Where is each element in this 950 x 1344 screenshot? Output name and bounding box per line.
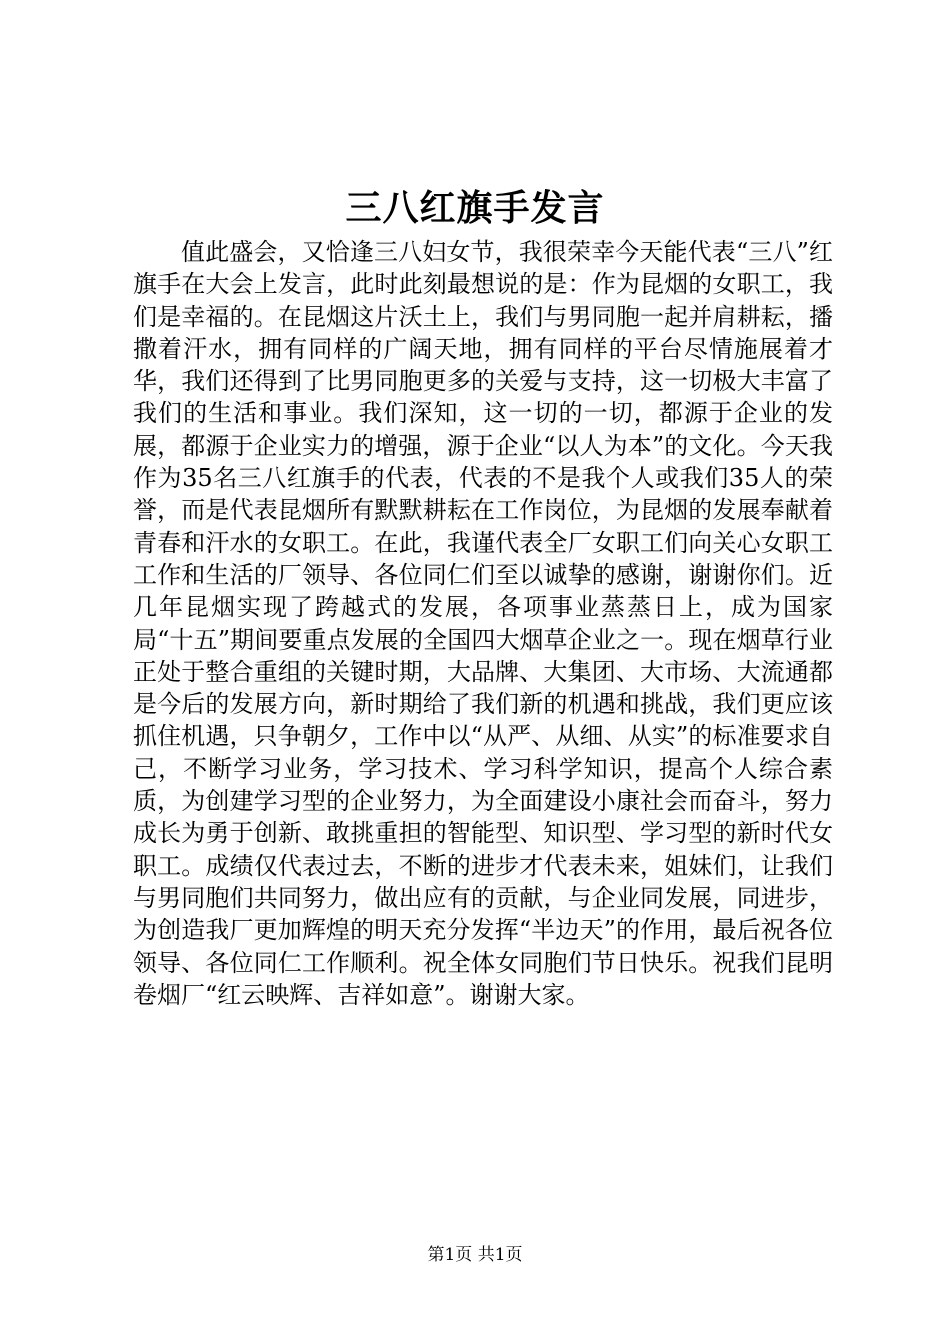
page-footer: 第1页 共1页 [427,1245,523,1265]
speech-body: 值此盛会，又恰逢三八妇女节，我很荣幸今天能代表“三八”红旗手在大会上发言，此时此刻最想说的是：作为昆烟的女职工，我们是幸福的。在昆烟这片沃土上，我们与男同胞一起并肩耕耘，播撒着汗水，拥有同样的广阔天地，拥有同样的平台尽情施展着才华，我们还得到了比男同胞更多的关爱与支持，这一切极大丰富了我们的生活和事业。我们深知，这一切的一切，都源于企业的发展，都源于企业实力的增强，源于企业“以人为本”的文化。今天我作为35名三八红旗手的代表，代表的不是我个人或我们35人的荣誉，而是代表昆烟所有默默耕耘在工作岗位，为昆烟的发展奉献着青春和汗水的女职工。在此，我谨代表全厂女职工们向关心女职工工作和生活的厂领导、各位同仁们至以诚挚的感谢，谢谢你们。近几年昆烟实现了跨越式的发展，各项事业蒸蒸日上，成为国家局“十五”期间要重点发展的全国四大烟草企业之一。现在烟草行业正处于整合重组的关键时期，大品牌、大集团、大市场、大流通都是今后的发展方向，新时期给了我们新的机遇和挑战，我们更应该抓住机遇，只争朝夕，工作中以“从严、从细、从实”的标准要求自己，不断学习业务，学习技术、学习科学知识，提高个人综合素质，为创建学习型的企业努力，为全面建设小康社会而奋斗，努力成长为勇于创新、敢挑重担的智能型、知识型、学习型的新时代女职工。成绩仅代表过去，不断的进步才代表未来，姐妹们，让我们与男同胞们共同努力，做出应有的贡献，与企业同发展，同进步，为创造我厂更加辉煌的明天充分发挥“半边天”的作用，最后祝各位领导、各位同仁工作顺利。祝全体女同胞们节日快乐。祝我们昆明卷烟厂“红云映辉、吉祥如意”。谢谢大家。 [133,238,833,1009]
document-title: 三八红旗手发言 [345,187,605,229]
